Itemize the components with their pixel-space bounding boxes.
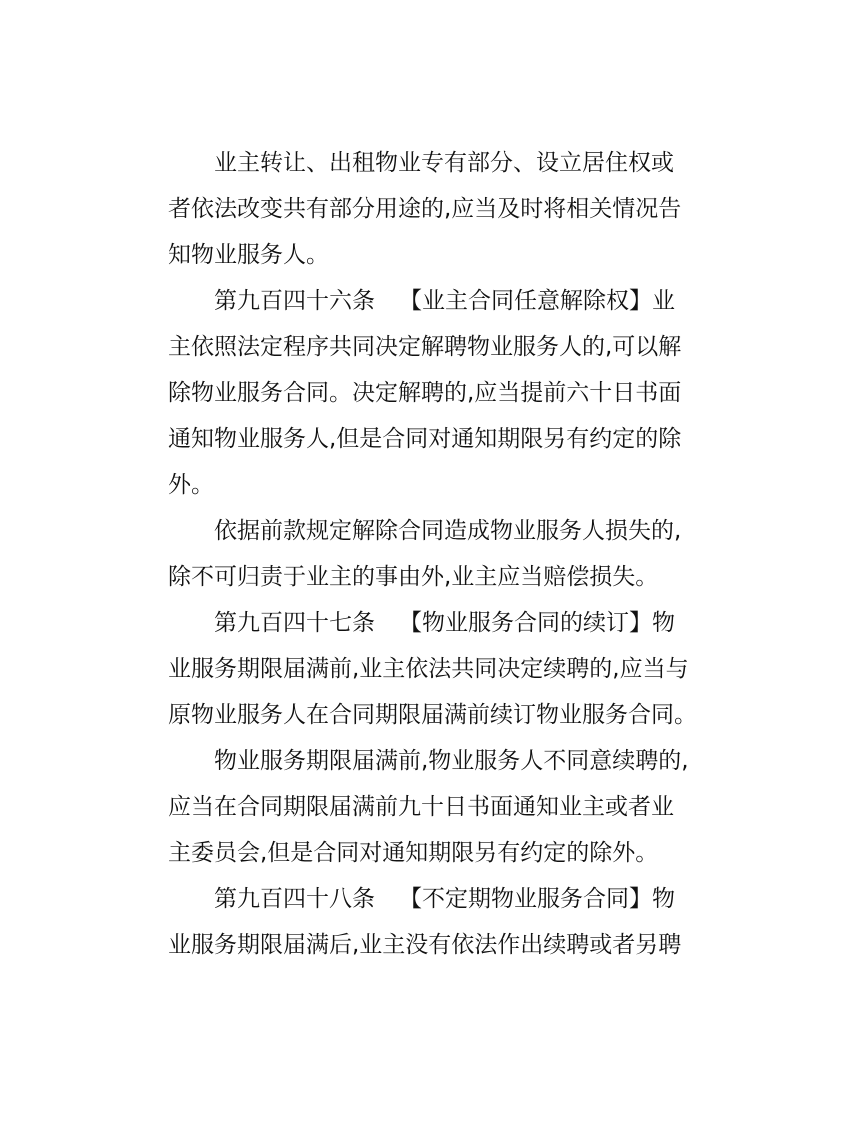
- paragraph-line: 业服务期限届满前,业主依法共同决定续聘的,应当与: [168, 656, 689, 682]
- paragraph-line: 原物业服务人在合同期限届满前续订物业服务合同。: [168, 702, 697, 728]
- paragraph-line: 外。: [168, 472, 214, 498]
- document-page: [168, 140, 708, 968]
- article-title: 【不定期物业服务合同】物: [399, 886, 675, 912]
- paragraph-line: 依据前款规定解除合同造成物业服务人损失的,: [214, 518, 682, 544]
- paragraph-line: 除不可归责于业主的事由外,业主应当赔偿损失。: [168, 564, 659, 590]
- article-number: 第九百四十八条: [214, 886, 375, 912]
- paragraph-line: 除物业服务合同。决定解聘的,应当提前六十日书面: [168, 380, 682, 406]
- article-heading-946: [168, 278, 708, 324]
- paragraph-line: 物业服务期限届满前,物业服务人不同意续聘的,: [214, 748, 689, 774]
- article-number: 第九百四十七条: [214, 610, 375, 636]
- paragraph-line: 业服务期限届满后,业主没有依法作出续聘或者另聘: [168, 932, 682, 958]
- paragraph-line: 业主转让、出租物业专有部分、设立居住权或: [214, 150, 674, 176]
- article-number: 第九百四十六条: [214, 288, 375, 314]
- paragraph-line: 知物业服务人。: [168, 242, 329, 268]
- paragraph-line: 主依照法定程序共同决定解聘物业服务人的,可以解: [168, 334, 682, 360]
- paragraph-line: 通知物业服务人,但是合同对通知期限另有约定的除: [168, 426, 682, 452]
- paragraph-line: 者依法改变共有部分用途的,应当及时将相关情况告: [168, 196, 682, 222]
- article-heading-948: [168, 876, 708, 922]
- article-heading-947: [168, 600, 708, 646]
- paragraph-line: 应当在合同期限届满前九十日书面通知业主或者业: [168, 794, 674, 820]
- article-title: 【物业服务合同的续订】物: [399, 610, 675, 636]
- paragraph-line: 主委员会,但是合同对通知期限另有约定的除外。: [168, 840, 659, 866]
- article-title: 【业主合同任意解除权】业: [399, 288, 675, 314]
